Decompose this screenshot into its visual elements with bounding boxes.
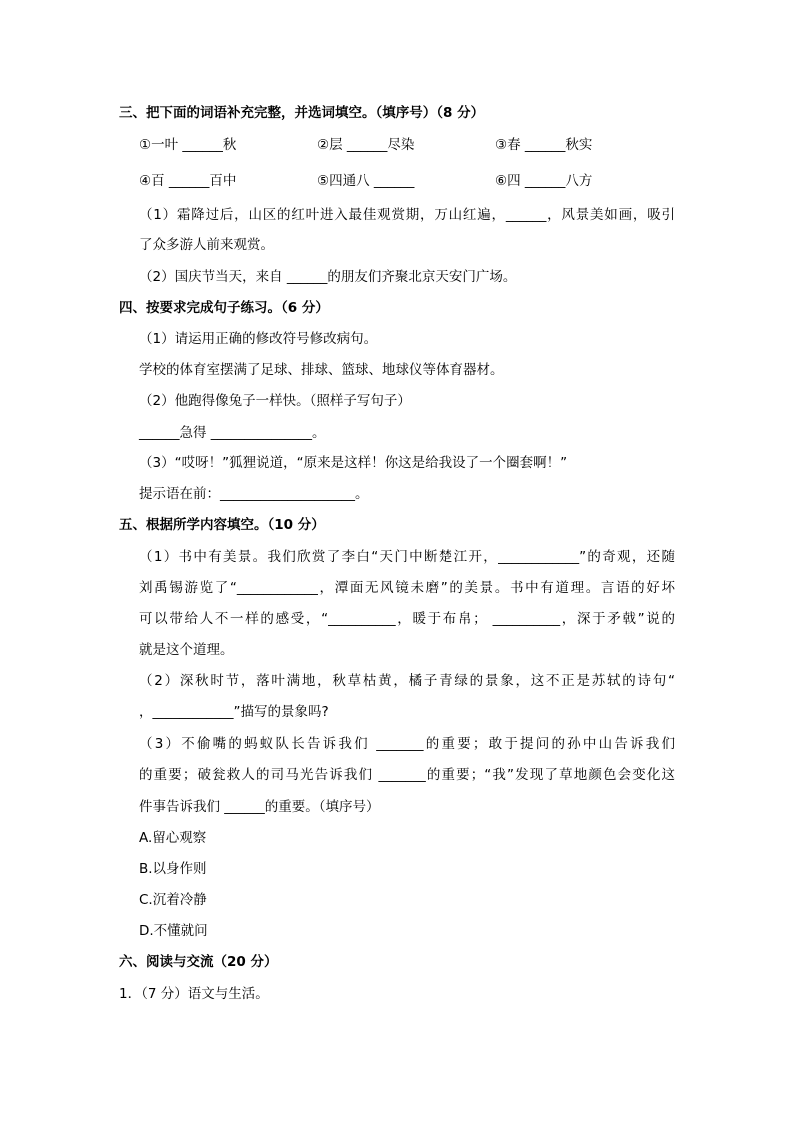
option-5: ⑤四通八 ______ xyxy=(317,173,415,189)
s5-q2-line: ，____________”描写的景象吗? xyxy=(139,704,329,720)
option-6: ⑥四 ______八方 xyxy=(495,173,593,189)
s4-q1: （1）请运用正确的修改符号修改病句。 xyxy=(139,331,378,347)
s3-q2: （2）国庆节当天，来自 ______的朋友们齐聚北京天安门广场。 xyxy=(139,269,517,285)
s5-q1-line: 就是这个道理。 xyxy=(139,642,234,658)
s5-q3-line: （3）不偷嘴的蚂蚁队长告诉我们 _______的重要；敢于提问的孙中山告诉我们 xyxy=(139,736,675,752)
section4-heading: 四、按要求完成句子练习。（6 分） xyxy=(119,300,329,316)
option-2: ②层 ______尽染 xyxy=(317,137,415,153)
section5-heading: 五、根据所学内容填空。（10 分） xyxy=(119,517,325,533)
s4-q2-answer: ______急得 _______________。 xyxy=(139,425,326,441)
option-4: ④百 ______百中 xyxy=(139,173,237,189)
s5-q1-line: 刘禹锡游览了“____________，潭面无风镜未磨”的美景。书中有道理。言语的好坏 xyxy=(139,580,675,596)
s3-q1-line2: 了众多游人前来观赏。 xyxy=(139,237,274,253)
s5-q3-line: 件事告诉我们 ______的重要。（填序号） xyxy=(139,799,380,815)
s6-q1: 1．（7 分）语文与生活。 xyxy=(119,986,269,1002)
s4-q3: （3）“哎呀！”狐狸说道，“原来是这样！你这是给我设了一个圈套啊！” xyxy=(139,455,568,471)
choice-b: B.以身作则 xyxy=(139,861,207,877)
choice-c: C.沉着冷静 xyxy=(139,892,207,908)
section6-heading: 六、阅读与交流（20 分） xyxy=(119,954,278,970)
option-3: ③春 ______秋实 xyxy=(495,137,593,153)
s4-q2: （2）他跑得像兔子一样快。（照样子写句子） xyxy=(139,393,411,409)
option-1: ①一叶 ______秋 xyxy=(139,137,237,153)
s3-q1-line1: （1）霜降过后，山区的红叶进入最佳观赏期，万山红遍，______，风景美如画，吸引 xyxy=(139,207,675,223)
s5-q2-line: （2）深秋时节，落叶满地，秋草枯黄，橘子青绿的景象，这不正是苏轼的诗句“ xyxy=(139,673,675,689)
s5-q1-line: （1）书中有美景。我们欣赏了李白“天门中断楚江开，____________”的奇观，还随 xyxy=(139,549,675,565)
section3-heading: 三、把下面的词语补充完整，并选词填空。（填序号）（8 分） xyxy=(119,105,485,121)
s4-q1-sentence: 学校的体育室摆满了足球、排球、篮球、地球仪等体育器材。 xyxy=(139,362,504,378)
s5-q3-line: 的重要；破瓮救人的司马光告诉我们 _______的重要；“我”发现了草地颜色会变化这 xyxy=(139,767,675,783)
choice-d: D.不懂就问 xyxy=(139,923,208,939)
s4-q3-answer: 提示语在前：____________________。 xyxy=(139,486,369,502)
s5-q1-line: 可以带给人不一样的感受，“__________，暖于布帛； __________，深于矛戟”说的 xyxy=(139,611,675,627)
choice-a: A.留心观察 xyxy=(139,830,207,846)
